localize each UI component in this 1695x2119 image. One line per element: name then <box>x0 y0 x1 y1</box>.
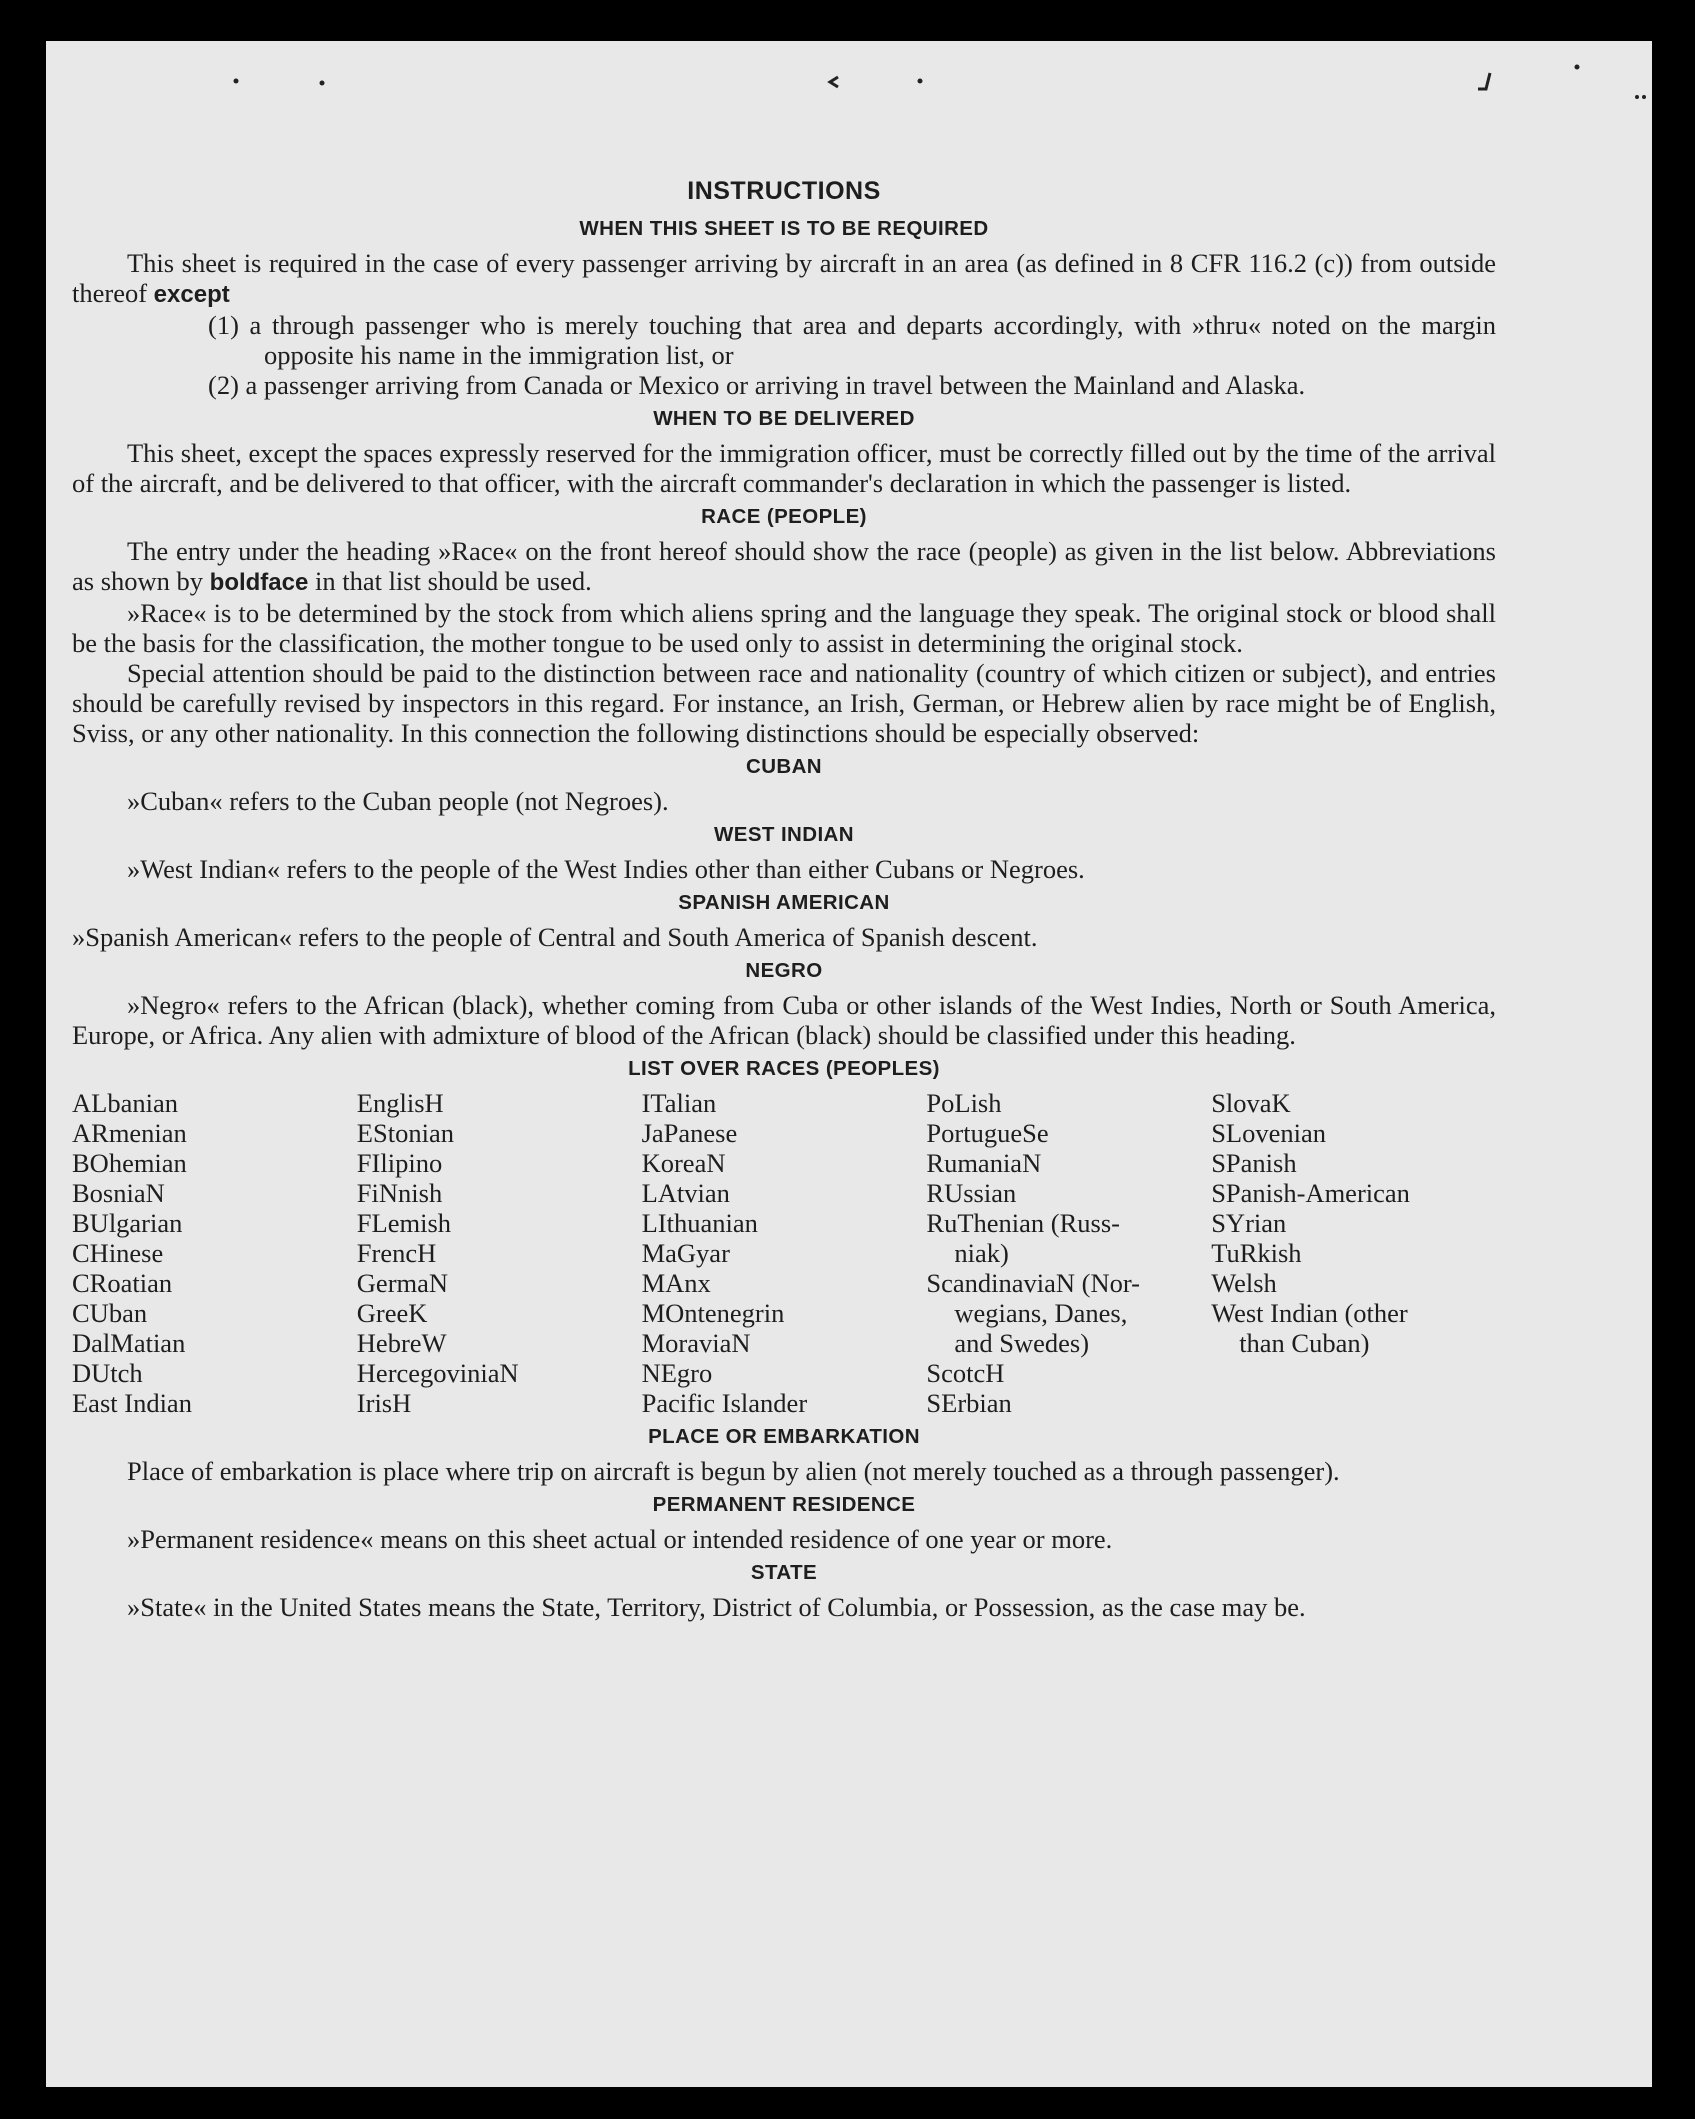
race-entry: PortugueSe <box>926 1118 1049 1148</box>
race-entry: FLemish <box>356 1208 452 1238</box>
race-entry: MOntenegrin <box>641 1298 785 1328</box>
delivered-paragraph: This sheet, except the spaces expressly reserved for the immigration officer, must be correctly filled out by the time of the arrival of the aircraft, and be delivered to that officer, with the aircraft commander's declaration in which the passenger is listed. <box>72 438 1496 498</box>
race-entry: JaPanese <box>641 1118 738 1148</box>
race-entry: CUban <box>72 1298 148 1328</box>
race-entry: Pacific Islander <box>641 1388 808 1418</box>
race-entry: CRoatian <box>72 1268 173 1298</box>
race-entry-continuation: niak) <box>954 1238 1009 1268</box>
race-entry-continuation: wegians, Danes, <box>954 1298 1128 1328</box>
race-entry: BosniaN <box>72 1178 165 1208</box>
race-entry: LIthuanian <box>641 1208 758 1238</box>
race-entry: RumaniaN <box>926 1148 1042 1178</box>
race-entry-continuation: than Cuban) <box>1239 1328 1370 1358</box>
race-entry: BOhemian <box>72 1148 187 1178</box>
race-column-3 <box>642 1088 927 1418</box>
race-p1-b: in that list should be used. <box>314 566 592 596</box>
race-paragraph-1 <box>72 536 1496 598</box>
race-entry: East Indian <box>72 1388 192 1418</box>
race-entry: EnglisH <box>356 1088 444 1118</box>
race-entry: ARmenian <box>72 1118 187 1148</box>
race-entry: ALbanian <box>72 1088 178 1118</box>
exception-1: (1) a through passenger who is merely touching that area and departs accordingly, with »thru« noted on the margin opposite his name in the immigration list, or <box>208 310 1496 370</box>
race-entry: ScandinaviaN (Nor- <box>926 1268 1140 1298</box>
race-paragraph-3: Special attention should be paid to the distinction between race and nationality (country of which citizen or subject), and entries should be carefully revised by inspectors in this regard. For instance, an Irish, German, or Hebrew alien by race might be of English, Sviss, or any other nationality. In this connection the following distinctions should be especially observed: <box>72 658 1496 748</box>
race-entry: LAtvian <box>641 1178 730 1208</box>
race-entry: GermaN <box>356 1268 449 1298</box>
race-entry: MoraviaN <box>641 1328 751 1358</box>
race-column-1 <box>72 1088 357 1418</box>
west-indian-paragraph: »West Indian« refers to the people of the West Indies other than either Cubans or Negroes. <box>127 854 1085 884</box>
negro-heading: NEGRO <box>745 959 823 982</box>
race-entry-continuation: and Swedes) <box>954 1328 1090 1358</box>
state-heading: STATE <box>750 1561 818 1584</box>
delivered-heading: WHEN TO BE DELIVERED <box>653 407 915 430</box>
document-page <box>46 41 1652 2087</box>
cuban-paragraph: »Cuban« refers to the Cuban people (not Negroes). <box>127 786 669 816</box>
race-column-4 <box>926 1088 1211 1418</box>
boldface-word: boldface <box>209 569 309 596</box>
required-heading: WHEN THIS SHEET IS TO BE REQUIRED <box>579 217 989 240</box>
instructions-title: INSTRUCTIONS <box>687 177 881 205</box>
race-entry: MAnx <box>641 1268 711 1298</box>
residence-paragraph: »Permanent residence« means on this sheet actual or intended residence of one year or more. <box>127 1524 1113 1554</box>
race-entry: ScotcH <box>926 1358 1005 1388</box>
race-entry: SYrian <box>1211 1208 1287 1238</box>
residence-heading: PERMANENT RESIDENCE <box>652 1493 916 1516</box>
race-entry: SPanish <box>1211 1148 1297 1178</box>
race-p1-a: The entry under the heading »Race« on the front hereof should show the race (people) as given in the list below. Abbreviations as shown by <box>72 536 1496 596</box>
race-column-2 <box>357 1088 642 1418</box>
race-entry: HercegoviniaN <box>356 1358 519 1388</box>
required-paragraph <box>72 248 1496 310</box>
race-entry: DUtch <box>72 1358 143 1388</box>
state-paragraph: »State« in the United States means the State, Territory, District of Columbia, or Possession, as the case may be. <box>127 1592 1306 1622</box>
negro-paragraph: »Negro« refers to the African (black), whether coming from Cuba or other islands of the West Indies, North or South America, Europe, or Africa. Any alien with admixture of blood of the African (black) should be classified under this heading. <box>72 990 1496 1050</box>
race-entry: SPanish-American <box>1211 1178 1410 1208</box>
race-paragraph-2: »Race« is to be determined by the stock from which aliens spring and the language they speak. The original stock or blood shall be the basis for the classification, the mother tongue to be used only to assist in determining the original stock. <box>72 598 1496 658</box>
embarkation-heading: PLACE OR EMBARKATION <box>648 1425 920 1448</box>
race-entry: SlovaK <box>1211 1088 1291 1118</box>
except-bold: except <box>153 281 230 308</box>
spanish-american-heading: SPANISH AMERICAN <box>678 891 890 914</box>
race-entry: West Indian (other <box>1211 1298 1408 1328</box>
required-text: This sheet is required in the case of every passenger arriving by aircraft in an area (as defined in 8 CFR 116.2 (c)) from outside thereof <box>72 248 1496 308</box>
race-column-5 <box>1211 1088 1496 1418</box>
race-entry: MaGyar <box>641 1238 730 1268</box>
race-entry: RuThenian (Russ- <box>926 1208 1120 1238</box>
race-entry: EStonian <box>356 1118 454 1148</box>
race-entry: Welsh <box>1211 1268 1277 1298</box>
race-entry: NEgro <box>641 1358 713 1388</box>
race-entry: IrisH <box>356 1388 412 1418</box>
race-entry: CHinese <box>72 1238 164 1268</box>
spanish-american-paragraph: »Spanish American« refers to the people of Central and South America of Spanish descent. <box>72 922 1038 952</box>
race-entry: PoLish <box>926 1088 1002 1118</box>
race-entry: GreeK <box>356 1298 428 1328</box>
race-entry: SErbian <box>926 1388 1012 1418</box>
race-entry: KoreaN <box>641 1148 726 1178</box>
race-list <box>72 1088 1496 1418</box>
race-entry: DalMatian <box>72 1328 186 1358</box>
scan-specks <box>46 41 1652 131</box>
race-entry: HebreW <box>356 1328 447 1358</box>
cuban-heading: CUBAN <box>745 755 823 778</box>
exception-2: (2) a passenger arriving from Canada or Mexico or arriving in travel between the Mainland and Alaska. <box>208 370 1306 400</box>
race-entry: FiNnish <box>356 1178 443 1208</box>
instructions-body <box>72 176 1496 1622</box>
race-entry: BUlgarian <box>72 1208 183 1238</box>
race-entry: TuRkish <box>1211 1238 1302 1268</box>
race-list-heading: LIST OVER RACES (PEOPLES) <box>628 1057 940 1080</box>
race-entry: FrencH <box>356 1238 437 1268</box>
race-heading: RACE (PEOPLE) <box>701 505 867 528</box>
race-entry: FIlipino <box>356 1148 443 1178</box>
race-entry: ITalian <box>641 1088 717 1118</box>
race-entry: RUssian <box>926 1178 1017 1208</box>
embarkation-paragraph: Place of embarkation is place where trip on aircraft is begun by alien (not merely touched as a through passenger). <box>127 1456 1340 1486</box>
race-entry: SLovenian <box>1211 1118 1326 1148</box>
west-indian-heading: WEST INDIAN <box>714 823 854 846</box>
